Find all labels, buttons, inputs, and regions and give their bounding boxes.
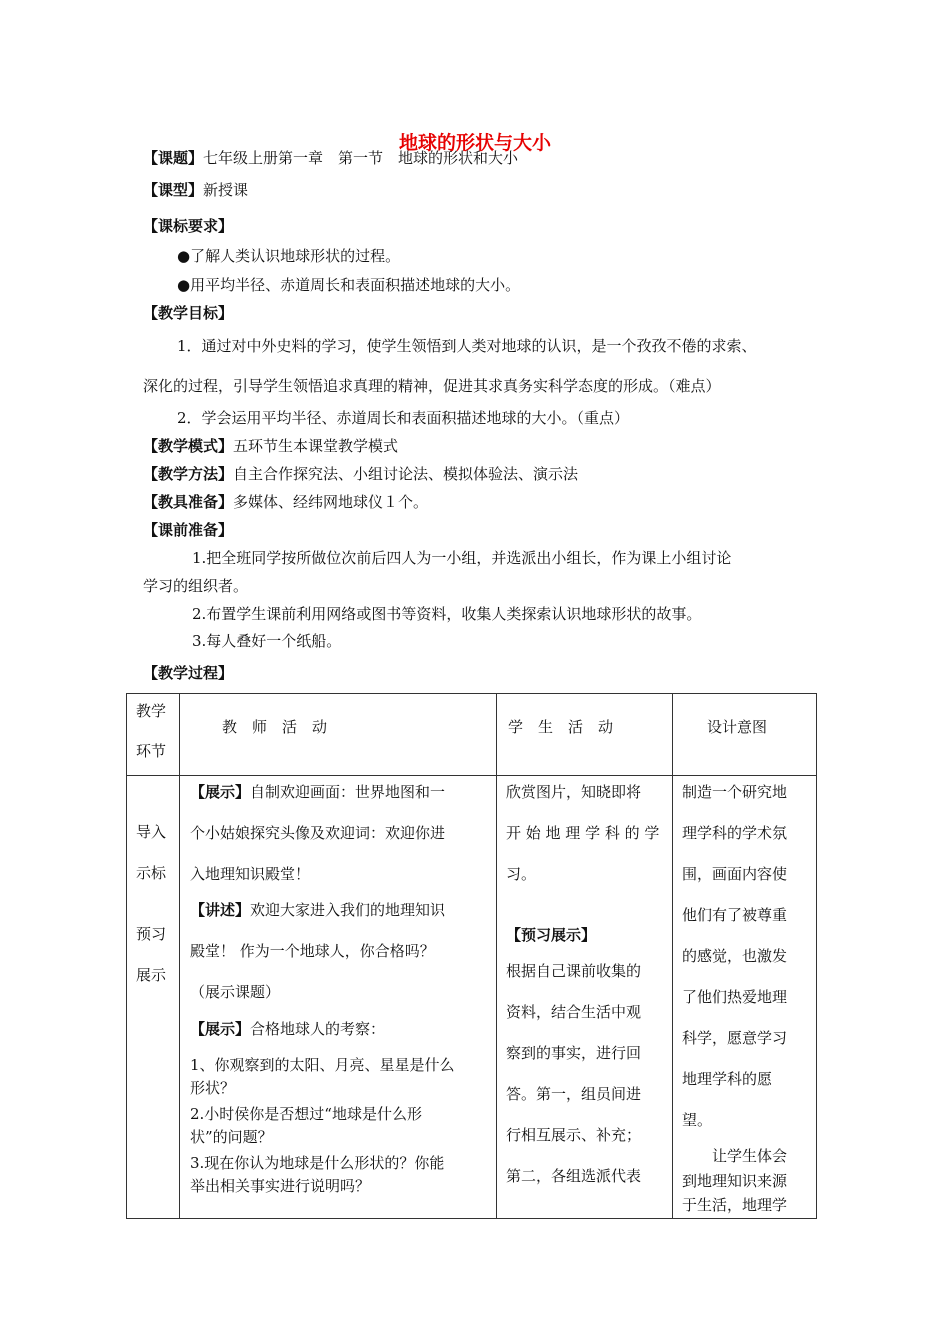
teacher-cell — [180, 776, 497, 1219]
intent-line-8: 地理学科的愿 — [682, 1070, 773, 1088]
teacher-line-7 — [190, 1018, 385, 1039]
teacher-line-2: 个小姑娘探究头像及欢迎词：欢迎你进 — [190, 824, 446, 842]
header-intent-label: 设计意图 — [707, 718, 768, 736]
stage-2: 示标 — [136, 864, 167, 882]
student-line-8: 行相互展示、补充； — [506, 1126, 642, 1144]
keqian-label: 【课前准备】 — [143, 521, 234, 539]
student-line-2: 开 始 地 理 学 科 的 学 — [506, 824, 660, 842]
intent-line-10: 让学生体会 — [712, 1147, 788, 1165]
teacher-tag-show-2: 【展示】 — [190, 1020, 251, 1038]
student-line-9: 第二，各组选派代表 — [506, 1167, 642, 1185]
keqian-item-1b: 学习的组织者。 — [143, 577, 249, 595]
stage-3: 预习 — [136, 925, 167, 943]
moshi-label: 【教学模式】 — [143, 437, 234, 455]
mubiao-item-1b: 深化的过程，引导学生领悟追求真理的精神，促进其求真务实科学态度的形成。（难点） — [143, 377, 721, 395]
table-header-row — [127, 694, 817, 776]
header-teacher-label: 教 师 活 动 — [222, 718, 328, 736]
header-intent — [673, 694, 817, 776]
student-line-5: 资料，结合生活中观 — [506, 1003, 642, 1021]
student-line-7: 答。第一，组员间进 — [506, 1085, 642, 1103]
fangfa-label: 【教学方法】 — [143, 465, 234, 483]
question-2a: 2.小时侯你是否想过“地球是什么形 — [190, 1105, 422, 1123]
fangfa-value: 自主合作探究法、小组讨论法、模拟体验法、演示法 — [233, 465, 579, 483]
keti-value: 七年级上册第一章 第一节 地球的形状和大小 — [203, 149, 519, 167]
intent-line-3: 围，画面内容使 — [682, 865, 788, 883]
page-title: 地球的形状与大小 — [398, 132, 551, 154]
teacher-text-1: 自制欢迎画面：世界地图和一 — [250, 783, 446, 801]
fangfa-line — [143, 464, 578, 484]
jiaoju-line — [143, 492, 428, 512]
stage-1: 导入 — [136, 823, 167, 841]
student-line-3: 习。 — [506, 865, 537, 883]
mubiao-item-1a: 1．通过对中外史料的学习，使学生领悟到人类对地球的认识，是一个孜孜不倦的求索、 — [177, 337, 757, 355]
kexing-line — [143, 180, 248, 200]
intent-line-7: 科学，愿意学习 — [682, 1029, 788, 1047]
kebiao-label: 【课标要求】 — [143, 217, 234, 235]
question-3a: 3.现在你认为地球是什么形状的？你能 — [190, 1154, 445, 1172]
kexing-label: 【课型】 — [143, 181, 204, 199]
intent-line-11: 到地理知识来源 — [682, 1172, 788, 1190]
teacher-text-7: 合格地球人的考察： — [250, 1020, 386, 1038]
teacher-line-3: 入地理知识殿堂！ — [190, 865, 311, 883]
intent-line-6: 了他们热爱地理 — [682, 988, 788, 1006]
student-line-1: 欣赏图片，知晓即将 — [506, 783, 642, 801]
teacher-line-6: （展示课题） — [190, 983, 281, 1001]
header-teacher — [180, 694, 497, 776]
kebiao-item-2: ●用平均半径、赤道周长和表面积描述地球的大小。 — [177, 276, 521, 294]
intent-line-4: 他们有了被尊重 — [682, 906, 788, 924]
mubiao-item-2: 2．学会运用平均半径、赤道周长和表面积描述地球的大小。（重点） — [177, 409, 630, 427]
kexing-value: 新授课 — [203, 181, 249, 199]
keqian-item-3: 3.每人叠好一个纸船。 — [192, 632, 342, 650]
intent-line-1: 制造一个研究地 — [682, 783, 788, 801]
header-student — [497, 694, 673, 776]
question-1b: 形状？ — [190, 1079, 236, 1097]
intent-line-5: 的感觉，也激发 — [682, 947, 788, 965]
stage-cell — [127, 776, 180, 1219]
jiaoju-label: 【教具准备】 — [143, 493, 234, 511]
keqian-item-1a: 1.把全班同学按所做位次前后四人为一小组，并选派出小组长，作为课上小组讨论 — [192, 549, 732, 567]
keti-label: 【课题】 — [143, 149, 204, 167]
header-stage-a: 教学 — [136, 702, 167, 720]
header-stage-b: 环节 — [136, 742, 167, 760]
student-line-4: 根据自己课前收集的 — [506, 962, 642, 980]
question-1a: 1、你观察到的太阳、月亮、星星是什么 — [190, 1056, 455, 1074]
question-2b: 状”的问题？ — [190, 1128, 273, 1146]
keqian-item-2: 2.布置学生课前利用网络或图书等资料，收集人类探索认识地球形状的故事。 — [192, 605, 702, 623]
intent-line-12: 于生活，地理学 — [682, 1196, 788, 1214]
header-student-label: 学 生 活 动 — [508, 718, 614, 736]
stage-4: 展示 — [136, 966, 167, 984]
jiaoju-value: 多媒体、经纬网地球仪１个。 — [233, 493, 429, 511]
student-line-6: 察到的事实，进行回 — [506, 1044, 642, 1062]
moshi-line — [143, 436, 398, 456]
keti-line — [143, 148, 518, 168]
teaching-process-table — [126, 693, 817, 1219]
teacher-text-4: 欢迎大家进入我们的地理知识 — [250, 901, 446, 919]
mubiao-label: 【教学目标】 — [143, 304, 234, 322]
moshi-value: 五环节生本课堂教学模式 — [233, 437, 399, 455]
teacher-line-4 — [190, 899, 445, 920]
guocheng-label: 【教学过程】 — [143, 664, 234, 682]
table-row — [127, 776, 817, 1219]
teacher-tag-narrate: 【讲述】 — [190, 901, 251, 919]
question-3b: 举出相关事实进行说明吗？ — [190, 1177, 371, 1195]
teacher-tag-show-1: 【展示】 — [190, 783, 251, 801]
intent-line-2: 理学科的学术氛 — [682, 824, 788, 842]
intent-line-9: 望。 — [682, 1111, 713, 1129]
teacher-line-1 — [190, 781, 445, 802]
student-tag-preview: 【预习展示】 — [506, 926, 597, 944]
student-cell — [497, 776, 673, 1219]
header-stage — [127, 694, 180, 776]
intent-cell — [673, 776, 817, 1219]
teacher-line-5: 殿堂！ 作为一个地球人，你合格吗？ — [190, 942, 435, 960]
kebiao-item-1: ●了解人类认识地球形状的过程。 — [177, 247, 401, 265]
